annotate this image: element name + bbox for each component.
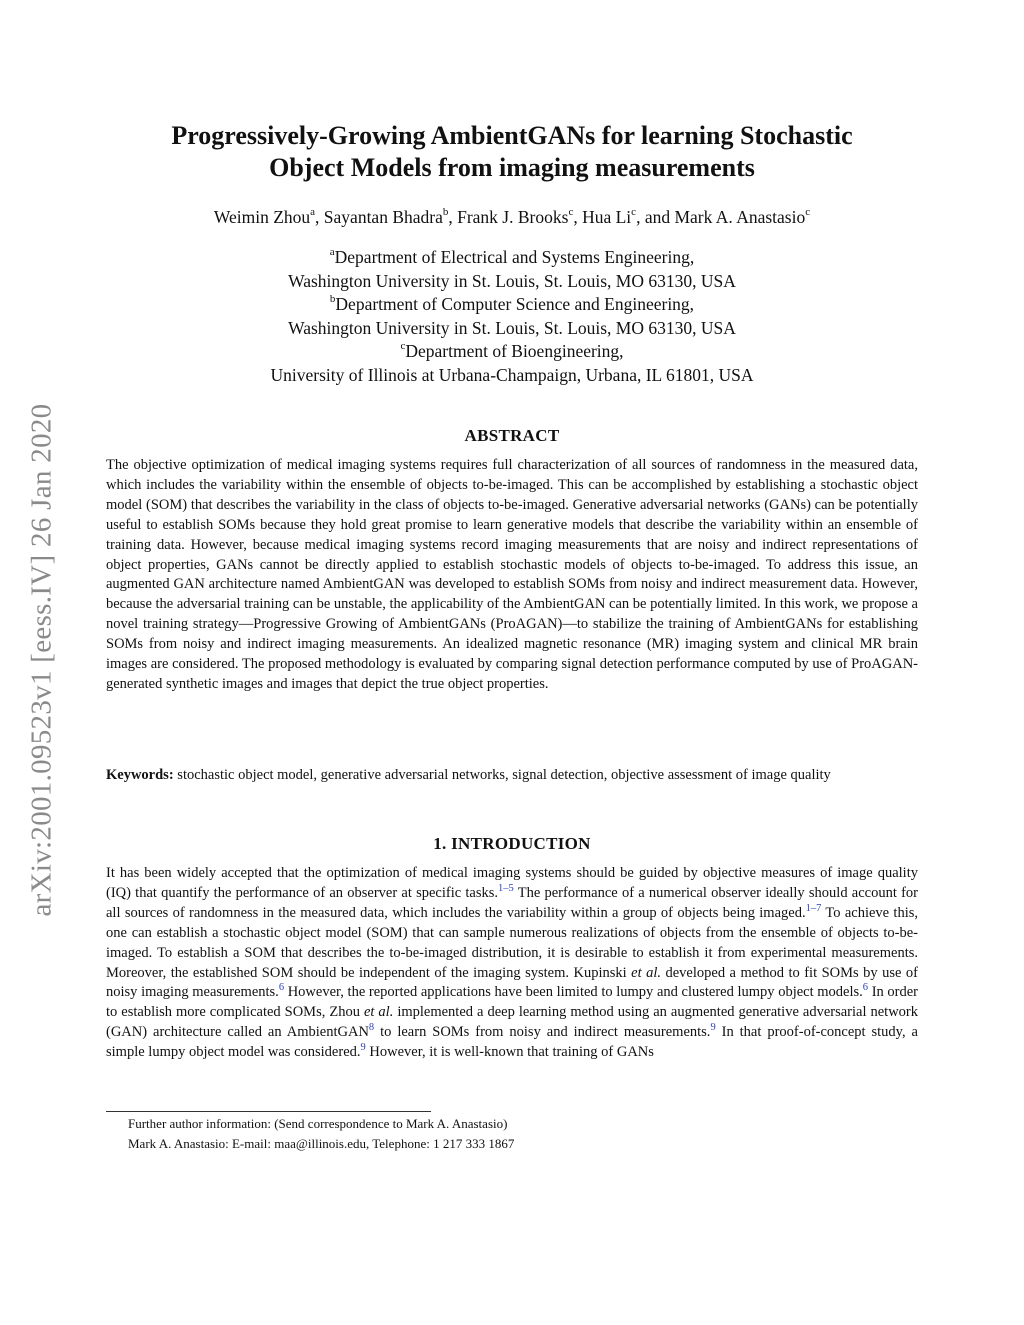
et-al-italic: et al. (363, 1004, 394, 1021)
title-line-1: Progressively-Growing AmbientGANs for learning Stochastic (171, 121, 853, 150)
et-al-italic: et al. (631, 964, 662, 981)
author-separator: , (573, 207, 583, 227)
author-name: Frank J. Brooks (457, 207, 569, 227)
intro-text-run: implemented a deep learning method using an augmented generative adversarial network (GAN) architecture called an AmbientGAN (106, 1004, 918, 1041)
intro-text-run: It has been widely accepted that the optimization of medical imaging systems should be guided by objective measures of image quality (IQ) that quantify the performance of an observer at specific tasks. (106, 865, 918, 901)
abstract-heading: ABSTRACT (464, 426, 560, 445)
author-list (106, 206, 918, 228)
citation-link[interactable]: 1–5 (498, 883, 514, 895)
author-separator: , and (636, 207, 675, 227)
citation-link[interactable]: 8 (368, 1022, 375, 1034)
affiliation-line: University of Illinois at Urbana-Champaign, Urbana, IL 61801, USA (270, 364, 754, 385)
citation-link[interactable]: 9 (710, 1022, 716, 1034)
footnote-divider (106, 1111, 431, 1112)
keywords (106, 766, 918, 786)
intro-text-run: In order to establish more complicated SOMs, Zhou (106, 984, 919, 1021)
affiliation-sup: c (400, 340, 406, 353)
affiliation-sup: b (329, 293, 336, 306)
introduction-heading: 1. INTRODUCTION (433, 834, 591, 853)
author-affil-sup: c (805, 206, 811, 219)
citation-link[interactable]: 6 (862, 982, 869, 994)
introduction-text (106, 864, 918, 1063)
intro-text-run: The performance of a numerical observer ideally should account for all sources of randomness in the measured data, which includes the variability within a group of objects being imaged. (106, 884, 918, 921)
affiliation-sup: a (329, 246, 335, 259)
intro-text-run: To achieve this, one can establish a stochastic object model (SOM) that can sample numerous realizations of objects from the ensemble of objects to-be-imaged. To establish a SOM that describes the to-be-imaged distribution, it is desirable to establish it from experimental measurements. Moreover, the established SOM should be independent of the imaging system. Kupinski (106, 904, 919, 981)
affiliation-department: Department of Bioengineering, (405, 341, 624, 361)
title-line-2: Object Models from imaging measurements (269, 153, 755, 182)
author-affil-sup: c (568, 206, 574, 219)
intro-text-run: In that proof-of-concept study, a simple lumpy object model was considered. (106, 1024, 918, 1061)
affiliation-line: Washington University in St. Louis, St. Louis, MO 63130, USA (288, 317, 736, 338)
author-affil-sup: a (310, 206, 316, 219)
author-name: Sayantan Bhadra (323, 207, 443, 227)
author-name: Hua Li (582, 207, 632, 227)
affiliation-line (106, 340, 918, 364)
arxiv-identifier-stamp: arXiv:2001.09523v1 [eess.IV] 26 Jan 2020 (25, 403, 58, 917)
author-affil-sup: b (442, 206, 449, 219)
author-affil-sup: c (631, 206, 637, 219)
author-separator: , (315, 207, 324, 227)
citation-link[interactable]: 9 (360, 1042, 366, 1054)
paper-title (106, 120, 918, 184)
abstract-text: The objective optimization of medical imaging systems requires full characterization of all sources of randomness in the measured data, which includes the variability within the ensemble of objects to-be-imaged. This can be accomplished by establishing a stochastic object model (SOM) that describes the variability in the class of objects to-be-imaged. Generative adversarial networks (GANs) can be potentially useful to establish SOMs because they hold great promise to learn generative models that describe the variability within an ensemble of training data. However, because medical imaging systems record imaging measurements that are noisy and indirect representations of object properties, GANs cannot be directly applied to establish stochastic models of objects to-be-imaged. To address this issue, an augmented GAN architecture named AmbientGAN was developed to establish SOMs from noisy and indirect measurement data. However, because the adversarial training can be unstable, the applicability of the AmbientGAN can be potentially limited. In this work, we propose a novel training strategy—Progressive Growing of AmbientGANs (ProAGAN)—to stabilize the training of AmbientGANs for establishing SOMs from noisy and indirect imaging measurements. An idealized magnetic resonance (MR) imaging system and clinical MR brain images are considered. The proposed methodology is evaluated by comparing signal detection performance computed by use of ProAGAN-generated synthetic images and images that depict the true object properties. (106, 457, 918, 692)
author-name: Mark A. Anastasio (674, 207, 806, 227)
intro-text-run: However, it is well-known that training of GANs (365, 1044, 654, 1061)
affiliation-line (106, 293, 918, 317)
keywords-label: Keywords: (106, 767, 174, 783)
footnote-author-info: Further author information: (Send correspondence to Mark A. Anastasio) (128, 1116, 508, 1131)
keywords-text: stochastic object model, generative adversarial networks, signal detection, objective assessment of image quality (177, 767, 831, 783)
affiliation-department: Department of Electrical and Systems Engineering, (334, 247, 695, 267)
intro-text-run: developed a method to fit SOMs by use of noisy imaging measurements. (106, 964, 918, 1001)
footnote-contact: Mark A. Anastasio: E-mail: maa@illinois.edu, Telephone: 1 217 333 1867 (128, 1136, 515, 1151)
author-separator: , (448, 207, 458, 227)
author-name: Weimin Zhou (213, 207, 311, 227)
citation-link[interactable]: 6 (278, 982, 285, 994)
affiliation-line: Washington University in St. Louis, St. Louis, MO 63130, USA (288, 270, 736, 291)
intro-text-run: However, the reported applications have been limited to lumpy and clustered lumpy object models. (284, 984, 863, 1001)
affiliation-department: Department of Computer Science and Engineering, (335, 294, 695, 314)
affiliation-list (106, 246, 918, 387)
affiliation-line (106, 246, 918, 270)
intro-text-run: to learn SOMs from noisy and indirect measurements. (374, 1024, 711, 1041)
citation-link[interactable]: 1–7 (805, 902, 822, 914)
